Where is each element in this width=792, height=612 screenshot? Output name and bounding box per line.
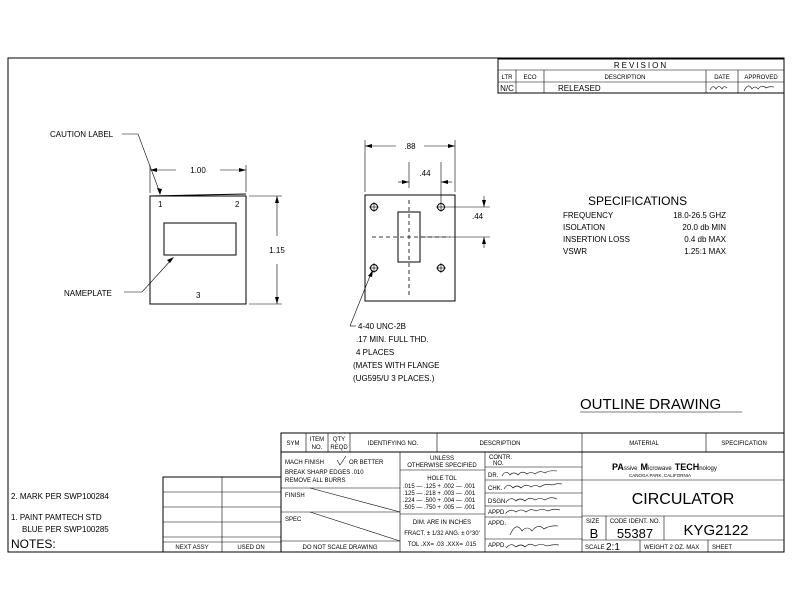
specifications <box>563 194 727 256</box>
dsgn-label: DSGN. <box>488 499 508 505</box>
machine-finish-label: MACH FINISH <box>285 460 324 466</box>
drawing-number: KYG2122 <box>683 522 749 539</box>
usage-block <box>163 477 281 552</box>
front-view <box>50 130 285 304</box>
fract-label: FRACT. ± 1/32 ANG. ± 0°30' <box>404 531 480 537</box>
note-item: 2. MARK PER SWP100284 <box>11 492 109 501</box>
spec-name: ISOLATION <box>563 223 606 232</box>
material-header: MATERIAL <box>629 441 659 447</box>
otherwise-label: OTHERWISE SPECIFIED <box>407 463 477 469</box>
caution-label: CAUTION LABEL <box>50 130 114 139</box>
identifying-header: IDENTIFYING NO. <box>367 441 419 447</box>
hole-spacing-x-dimension: .44 <box>419 169 431 178</box>
remove-burrs-label: REMOVE ALL BURRS <box>285 478 346 484</box>
tol-row: .015 — .125 + .002 — .001 <box>403 484 476 490</box>
appd-label: APPD. <box>488 521 507 527</box>
hole-note-line: (UG595/U 3 PLACES.) <box>353 374 435 383</box>
hole-note-line: .17 MIN. FULL THD. <box>356 335 429 344</box>
drawing-title: OUTLINE DRAWING <box>580 396 722 413</box>
company-name-part: M <box>640 462 649 472</box>
revision-title: REVISION <box>613 61 669 70</box>
sym-header: SYM <box>286 441 300 447</box>
size-label: SIZE <box>586 519 600 525</box>
revision-description-value: RELEASED <box>558 84 601 93</box>
code-ident-value: 55387 <box>616 526 654 541</box>
appd-signature <box>510 526 558 535</box>
appd-signature <box>506 544 559 548</box>
item-no-header: ITEM <box>309 437 325 443</box>
qty-header: QTY <box>332 437 346 443</box>
revision-header-description: DESCRIPTION <box>604 75 646 81</box>
revision-header-eco: ECO <box>523 75 537 81</box>
tol-row: .505 — .750 + .005 — .001 <box>403 505 476 511</box>
tol-row: .125 — .218 + .003 — .001 <box>403 491 476 497</box>
dsgn-signature <box>506 498 557 502</box>
appd-label: APPD. <box>488 510 507 516</box>
revision-approver-signature <box>744 86 774 91</box>
company-name-part: PA <box>612 462 624 472</box>
port-3-label: 3 <box>196 291 201 300</box>
port-2-label: 2 <box>235 200 240 209</box>
spec-value: 20.0 db MIN <box>682 223 726 232</box>
spec-value: 18.0-26.5 GHZ <box>673 211 726 220</box>
spec-label: SPEC <box>285 517 302 523</box>
flange-width-dimension: .88 <box>404 142 416 151</box>
hole-note-line: 4 PLACES <box>356 348 395 357</box>
mounting-hole <box>436 202 446 212</box>
spec-name: INSERTION LOSS <box>563 235 630 244</box>
do-not-scale-label: DO NOT SCALE DRAWING <box>302 545 378 551</box>
break-edges-label: BREAK SHARP EDGES .010 <box>285 470 364 476</box>
or-better-label: OR BETTER <box>349 460 384 466</box>
product-name: CIRCULATOR <box>631 491 735 508</box>
sheet-label: SHEET <box>712 545 733 551</box>
company-name <box>612 462 717 472</box>
spec-name: VSWR <box>563 247 587 256</box>
note-item: BLUE PER SWP100285 <box>22 525 109 534</box>
revision-header-date: DATE <box>714 75 730 81</box>
weight-label: WEIGHT 2 OZ. MAX <box>644 545 700 551</box>
company-location: CANOGA PARK, CALIFORNIA <box>629 473 691 478</box>
spec-value: 1.25:1 MAX <box>684 247 726 256</box>
nameplate-recess <box>164 223 236 255</box>
used-on-header: USED ON <box>237 545 265 551</box>
company-name-part: TECH <box>674 462 700 472</box>
note-item: 1. PAINT PAMTECH STD <box>11 513 102 522</box>
notes <box>11 492 109 551</box>
scale-label: SCALE <box>585 545 605 551</box>
front-width-dimension: 1.00 <box>190 166 206 175</box>
parts-list-header <box>281 433 784 452</box>
chk-label: CHK. <box>488 486 503 492</box>
specification-header: SPECIFICATION <box>721 441 767 447</box>
scale-value: 2:1 <box>606 542 620 553</box>
specifications-title: SPECIFICATIONS <box>588 194 688 208</box>
hole-note <box>353 322 440 383</box>
company-name-part: icrowave <box>648 466 672 472</box>
hole-note-line: (MATES WITH FLANGE <box>353 361 440 370</box>
mounting-hole <box>369 202 379 212</box>
revision-date-signature <box>710 87 727 91</box>
next-assy-header: NEXT ASSY <box>175 545 209 551</box>
mounting-hole <box>369 263 379 273</box>
revision-block <box>498 59 784 93</box>
company-name-part: ssive <box>623 466 638 472</box>
front-height-dimension: 1.15 <box>269 246 285 255</box>
title-block <box>281 452 784 553</box>
appd-signature <box>506 509 560 513</box>
revision-header-approved: APPROVED <box>744 75 778 81</box>
unless-label: UNLESS <box>429 456 455 462</box>
contr-no-label: NO. <box>493 461 504 467</box>
finish-label: FINISH <box>285 493 305 499</box>
flange-view <box>350 140 490 326</box>
description-header: DESCRIPTION <box>479 441 521 447</box>
dr-signature <box>502 471 557 476</box>
qty-header: REQD <box>330 445 348 451</box>
port-1-label: 1 <box>158 200 163 209</box>
code-ident-label: CODE IDENT. NO. <box>609 519 661 525</box>
dim-inches-label: DIM. ARE IN INCHES <box>412 520 472 526</box>
hole-note-line: 4-40 UNC-2B <box>358 322 407 331</box>
size-value: B <box>589 526 599 541</box>
tol-row: .224 — .500 + .004 — .001 <box>403 498 476 504</box>
revision-ltr-value: N/C <box>500 84 514 93</box>
hole-tol-label: HOLE TOL <box>427 476 457 482</box>
tol-xx-label: TOL .XX= .03 .XXX= .015 <box>407 542 477 548</box>
contr-no-label: CONTR. <box>489 455 512 461</box>
notes-title: NOTES: <box>11 537 56 551</box>
item-no-header: NO. <box>311 445 323 451</box>
hole-spacing-y-dimension: .44 <box>472 212 484 221</box>
company-name-part: nology <box>699 466 717 472</box>
revision-header-ltr: LTR <box>501 75 513 81</box>
chk-signature <box>504 484 562 489</box>
nameplate-label: NAMEPLATE <box>64 289 112 298</box>
spec-name: FREQUENCY <box>563 211 614 220</box>
spec-value: 0.4 db MAX <box>684 235 726 244</box>
finish-symbol <box>337 456 346 465</box>
mounting-hole <box>436 263 446 273</box>
dr-label: DR. <box>488 473 499 479</box>
appd-label: APPD. <box>488 543 507 549</box>
